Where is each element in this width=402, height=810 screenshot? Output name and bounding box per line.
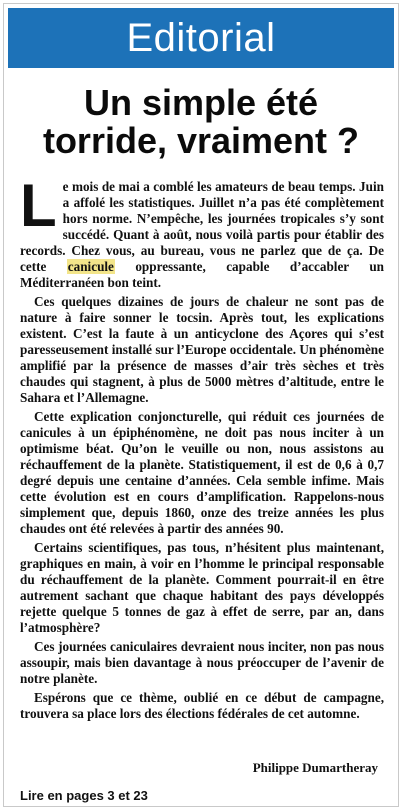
editorial-frame: [3, 3, 399, 807]
highlighted-word: canicule: [67, 259, 114, 274]
headline-line-1: Un simple été: [83, 82, 319, 123]
paragraph-6: Espérons que ce thème, oublié en ce début de campagne, trouvera sa place lors des élections fédérales de cet automne.: [20, 690, 384, 721]
paragraph-2: Ces quelques dizaines de jours de chaleur ne sont pas de nature à faire sonner le tocsin. Après tout, les explications existent. C’est la faute à un anticyclone des Açores qui s’est paresseusement installé sur l’Europe occidentale. Un phénomène amplifié par la présence de masses d’air très sèches et très chaudes qui stagnent, à plus de 5000 mètres d’altitude, entre le Sahara et l’Allemagne.: [20, 294, 384, 405]
paragraph-1-end: oppressante, capable d’accabler un Méditerranéen bon teint.: [20, 259, 385, 290]
author-signature: Philippe Dumartheray: [252, 760, 378, 775]
paragraph-1: [20, 172, 385, 291]
article-body: [20, 172, 385, 725]
section-title: Editorial: [126, 15, 276, 60]
paragraph-1-start: e mois de mai a comblé les amateurs de beau temps. Juin a affolé les statistiques. Juillet n’a pas été complètement hors norme. N’empêche, les journées tropicales s’y sont succédé. Quant à août, nous voilà partis pour établir des records. Chez vous, au bureau, vous ne parlez que de ça. De cette: [20, 179, 384, 274]
paragraph-3: Cette explication conjoncturelle, qui réduit ces journées de canicules à un épiphénomène, ne doit pas nous inciter à un optimisme béat. Qu’on le veuille ou non, nous assistons au réchauffement de la planète. Statistiquement, il est de 0,6 à 0,7 degré depuis une centaine d’années. Cela semble infime. Mais cette évolution est en cours d’amplification. Rappelons-nous simplement que, depuis 1860, onze des treize années les plus chaudes ont été relevées à partir des années 90.: [20, 409, 384, 536]
see-pages-link[interactable]: Lire en pages 3 et 23: [20, 788, 148, 803]
headline-line-2: torride, vraiment ?: [42, 120, 360, 161]
drop-cap: L: [20, 172, 57, 239]
headline: [14, 84, 388, 160]
paragraph-4: Certains scientifiques, pas tous, n’hésitent plus maintenant, graphiques en main, à voir en l’homme le principal responsable du réchauffement de la planète. Comment pourrait-il en être autrement sachant que chaque habitant des pays développés rejette quelque 5 tonnes de gaz à effet de serre, par an, dans l’atmosphère?: [20, 540, 384, 635]
paragraph-5: Ces journées caniculaires devraient nous inciter, non pas nous assoupir, mais bien davantage à nous préoccuper de l’avenir de notre planète.: [20, 639, 384, 686]
section-banner: [8, 8, 394, 68]
